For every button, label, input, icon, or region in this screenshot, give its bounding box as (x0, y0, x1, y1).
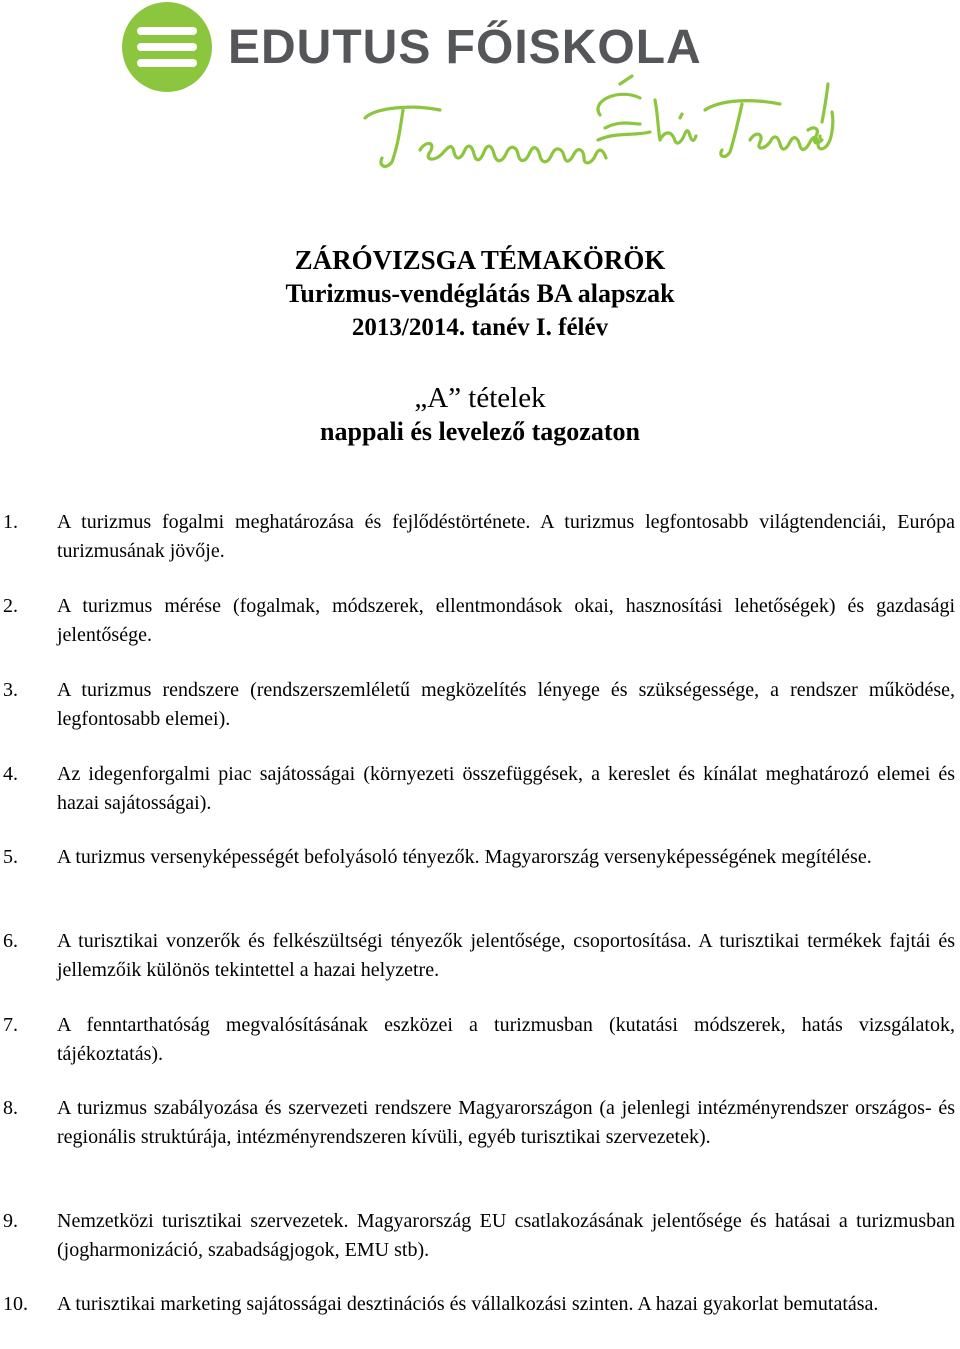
subheading-set: „A” tételek (414, 382, 546, 414)
document-subheading (0, 381, 960, 449)
item-number: 1. (3, 511, 18, 533)
heading-title: ZÁRÓVIZSGA TÉMAKÖRÖK (294, 245, 666, 275)
item-number: 2. (3, 595, 18, 617)
item-text: Nemzetközi turisztikai szervezetek. Magyarország EU csatlakozásának jelentősége és hatásai a turizmusban (jogharmonizáció, szabadságjogok, EMU stb). (57, 1210, 955, 1261)
item-text: Az idegenforgalmi piac sajátosságai (környezeti összefüggések, a kereslet és kínálat meghatározó elemei és hazai sajátosságai). (57, 763, 955, 814)
item-text: A turisztikai vonzerők és felkészültségi tényezők jelentősége, csoportosítása. A turisztikai termékek fajtái és jellemzőik különös tekintettel a hazai helyzetre. (57, 930, 955, 981)
edutus-logo (120, 0, 840, 185)
item-text: A turizmus mérése (fogalmak, módszerek, ellentmondások okai, hasznosítási lehetőségek) és gazdasági jelentősége. (57, 595, 955, 646)
item-number: 3. (3, 679, 18, 701)
item-text: A turizmus fogalmi meghatározása és fejlődéstörténete. A turizmus legfontosabb világtendenciái, Európa turizmusának jövője. (57, 511, 955, 562)
brand-name: EDUTUS FŐISKOLA (228, 21, 702, 74)
item-number: 8. (3, 1097, 18, 1119)
item-text: A turisztikai marketing sajátosságai desztinációs és vállalkozási szinten. A hazai gyakorlat bemutatása. (57, 1293, 879, 1315)
heading-program: Turizmus-vendéglátás BA alapszak (285, 279, 675, 308)
item-number: 9. (3, 1210, 18, 1232)
subheading-mode: nappali és levelező tagozaton (320, 417, 640, 446)
item-text: A turizmus szabályozása és szervezeti rendszere Magyarországon (a jelenlegi intézményrendszer országos- és regionális struktúrája, intézményrendszeren kívüli, egyéb turisztikai szervezetek). (57, 1097, 955, 1148)
heading-term: 2013/2014. tanév I. félév (351, 314, 609, 341)
item-number: 4. (3, 763, 18, 785)
item-text: A turizmus versenyképességét befolyásoló tényezők. Magyarország versenyképességének megítélése. (57, 846, 872, 868)
item-number: 5. (3, 846, 18, 868)
item-number: 7. (3, 1014, 18, 1036)
item-number: 10. (3, 1293, 28, 1315)
item-text: A fenntarthatóság megvalósításának eszközei a turizmusban (kutatási módszerek, hatás vizsgálatok, tájékoztatás). (57, 1014, 955, 1065)
item-number: 6. (3, 930, 18, 952)
document-heading (0, 243, 960, 345)
item-text: A turizmus rendszere (rendszerszemléletű megközelítés lényege és szükségessége, a rendszer működése, legfontosabb elemei). (57, 679, 955, 730)
